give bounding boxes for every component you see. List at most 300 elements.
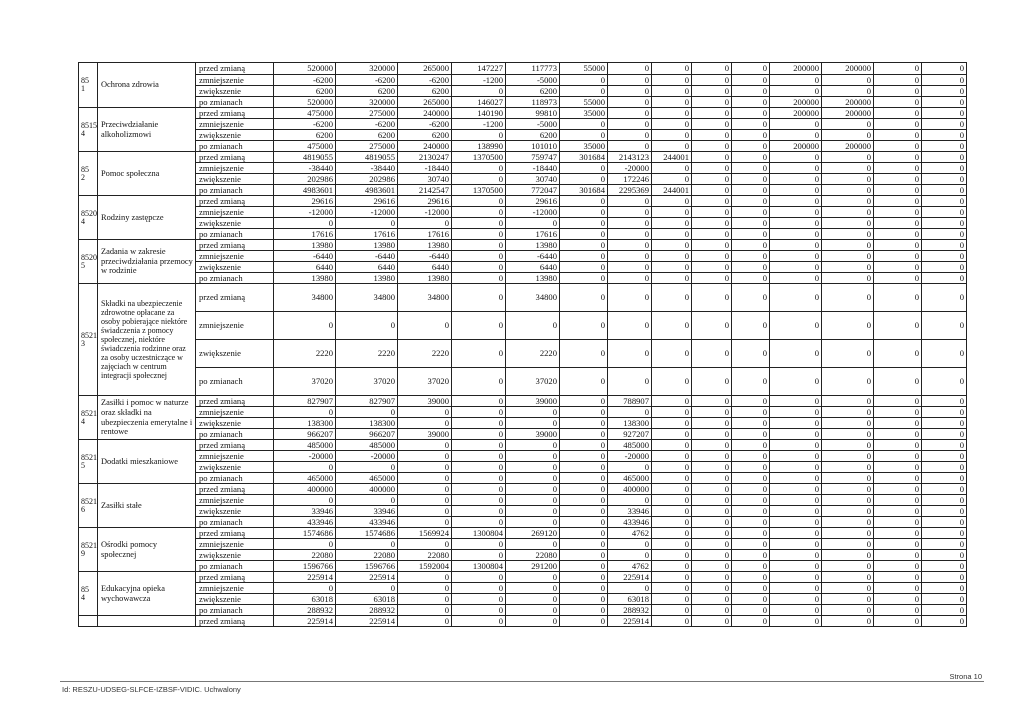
value-cell: 138990 xyxy=(452,141,506,152)
value-cell: 0 xyxy=(452,418,506,429)
value-cell: 0 xyxy=(560,616,608,627)
value-cell: 1370500 xyxy=(452,152,506,163)
value-cell: 13980 xyxy=(398,273,452,284)
value-cell: 0 xyxy=(922,163,967,174)
change-type: po zmianach xyxy=(196,561,274,572)
value-cell: 225914 xyxy=(336,616,398,627)
value-cell: 0 xyxy=(922,312,967,340)
value-cell: 0 xyxy=(652,451,692,462)
value-cell: 0 xyxy=(770,462,822,473)
change-type: po zmianach xyxy=(196,229,274,240)
value-cell: 475000 xyxy=(274,141,336,152)
value-cell: 200000 xyxy=(822,141,874,152)
value-cell: 0 xyxy=(452,616,506,627)
value-cell: 0 xyxy=(452,207,506,218)
value-cell: 0 xyxy=(506,312,560,340)
value-cell: 0 xyxy=(770,119,822,130)
value-cell: 0 xyxy=(398,616,452,627)
value-cell: 0 xyxy=(608,407,652,418)
value-cell: 0 xyxy=(452,196,506,207)
value-cell: 0 xyxy=(692,229,732,240)
value-cell: 0 xyxy=(874,550,922,561)
value-cell: 0 xyxy=(560,473,608,484)
value-cell: 0 xyxy=(732,550,770,561)
value-cell: 1574686 xyxy=(336,528,398,539)
value-cell: 0 xyxy=(398,594,452,605)
value-cell: 29616 xyxy=(336,196,398,207)
section-name: Zasiłki i pomoc w naturze oraz składki na ubezpieczenia emerytalne i rentowe xyxy=(98,396,196,440)
value-cell: 0 xyxy=(732,251,770,262)
value-cell: 0 xyxy=(560,539,608,550)
value-cell: 0 xyxy=(692,312,732,340)
table-row xyxy=(79,572,967,583)
value-cell: 0 xyxy=(608,97,652,108)
value-cell: 0 xyxy=(770,440,822,451)
value-cell: 0 xyxy=(770,451,822,462)
value-cell: 0 xyxy=(732,539,770,550)
value-cell: 0 xyxy=(652,119,692,130)
value-cell: 0 xyxy=(732,86,770,97)
change-type: zmniejszenie xyxy=(196,119,274,130)
value-cell: 0 xyxy=(398,407,452,418)
value-cell: 0 xyxy=(560,368,608,396)
value-cell: 0 xyxy=(822,396,874,407)
table-row xyxy=(79,418,967,429)
value-cell: 33946 xyxy=(274,506,336,517)
value-cell: 0 xyxy=(560,583,608,594)
value-cell: 0 xyxy=(506,440,560,451)
value-cell: 0 xyxy=(732,312,770,340)
value-cell: 0 xyxy=(732,108,770,119)
section-code: 8521 5 xyxy=(79,440,98,484)
value-cell: -12000 xyxy=(274,207,336,218)
value-cell: 0 xyxy=(874,506,922,517)
value-cell: 0 xyxy=(560,262,608,273)
value-cell: 0 xyxy=(652,495,692,506)
value-cell: -6200 xyxy=(336,119,398,130)
value-cell: 55000 xyxy=(560,97,608,108)
value-cell: 0 xyxy=(770,284,822,312)
value-cell: 759747 xyxy=(506,152,560,163)
value-cell: 0 xyxy=(770,130,822,141)
value-cell: 0 xyxy=(732,284,770,312)
value-cell: 13980 xyxy=(398,240,452,251)
value-cell: 0 xyxy=(336,462,398,473)
table-row xyxy=(79,506,967,517)
value-cell: 0 xyxy=(652,561,692,572)
value-cell: 0 xyxy=(652,240,692,251)
value-cell: 0 xyxy=(692,561,732,572)
value-cell: 485000 xyxy=(274,440,336,451)
value-cell: 0 xyxy=(336,539,398,550)
budget-table xyxy=(78,62,967,627)
value-cell: 0 xyxy=(560,340,608,368)
value-cell: 0 xyxy=(398,462,452,473)
value-cell: 0 xyxy=(692,484,732,495)
table-row xyxy=(79,473,967,484)
value-cell: 1300804 xyxy=(452,561,506,572)
value-cell: 37020 xyxy=(274,368,336,396)
section-name: Ośrodki pomocy społecznej xyxy=(98,528,196,572)
value-cell: 465000 xyxy=(336,473,398,484)
change-type: po zmianach xyxy=(196,273,274,284)
value-cell: 0 xyxy=(822,163,874,174)
value-cell: 0 xyxy=(608,273,652,284)
value-cell: 63018 xyxy=(274,594,336,605)
value-cell: 0 xyxy=(732,462,770,473)
value-cell: 520000 xyxy=(274,97,336,108)
value-cell: 0 xyxy=(608,262,652,273)
value-cell: 172246 xyxy=(608,174,652,185)
value-cell: 0 xyxy=(874,312,922,340)
value-cell: 13980 xyxy=(506,273,560,284)
value-cell: 0 xyxy=(922,75,967,86)
value-cell: 0 xyxy=(770,539,822,550)
value-cell: 0 xyxy=(692,273,732,284)
value-cell: 0 xyxy=(874,240,922,251)
value-cell: 29616 xyxy=(398,196,452,207)
value-cell: 1592004 xyxy=(398,561,452,572)
value-cell: 55000 xyxy=(560,63,608,75)
value-cell: 0 xyxy=(692,517,732,528)
change-type: po zmianach xyxy=(196,429,274,440)
value-cell: 0 xyxy=(822,572,874,583)
value-cell: 0 xyxy=(692,251,732,262)
change-type: zmniejszenie xyxy=(196,75,274,86)
value-cell: 0 xyxy=(274,462,336,473)
value-cell: -38440 xyxy=(274,163,336,174)
value-cell: 320000 xyxy=(336,63,398,75)
value-cell: -5000 xyxy=(506,75,560,86)
value-cell: 0 xyxy=(692,440,732,451)
value-cell: 400000 xyxy=(608,484,652,495)
value-cell: 0 xyxy=(822,229,874,240)
change-type: zwiększenie xyxy=(196,594,274,605)
value-cell: 275000 xyxy=(336,141,398,152)
value-cell: 0 xyxy=(692,407,732,418)
value-cell: 0 xyxy=(652,312,692,340)
value-cell: 0 xyxy=(692,185,732,196)
value-cell: 22080 xyxy=(398,550,452,561)
value-cell: 0 xyxy=(692,163,732,174)
value-cell: 301684 xyxy=(560,152,608,163)
value-cell: -6200 xyxy=(336,75,398,86)
value-cell: 2220 xyxy=(398,340,452,368)
table-row xyxy=(79,340,967,368)
value-cell: 0 xyxy=(770,528,822,539)
section-name: Zasiłki stałe xyxy=(98,484,196,528)
value-cell: 0 xyxy=(770,196,822,207)
value-cell: 0 xyxy=(922,495,967,506)
value-cell: 0 xyxy=(452,451,506,462)
change-type: przed zmianą xyxy=(196,572,274,583)
value-cell: 0 xyxy=(652,273,692,284)
value-cell: 0 xyxy=(874,451,922,462)
value-cell: 0 xyxy=(922,130,967,141)
value-cell: 0 xyxy=(608,462,652,473)
value-cell: 288932 xyxy=(336,605,398,616)
value-cell: 0 xyxy=(770,594,822,605)
section-name: Edukacyjna opieka wychowawcza xyxy=(98,572,196,616)
value-cell: 0 xyxy=(874,517,922,528)
value-cell: 0 xyxy=(452,396,506,407)
value-cell: 0 xyxy=(822,418,874,429)
table-row xyxy=(79,517,967,528)
value-cell: 0 xyxy=(732,473,770,484)
section-name: Dodatki mieszkaniowe xyxy=(98,440,196,484)
value-cell: 0 xyxy=(608,63,652,75)
value-cell: 400000 xyxy=(336,484,398,495)
section-code: 8520 5 xyxy=(79,240,98,284)
value-cell: 0 xyxy=(692,495,732,506)
value-cell: 0 xyxy=(506,616,560,627)
change-type: zwiększenie xyxy=(196,340,274,368)
value-cell: 4819055 xyxy=(274,152,336,163)
value-cell: 269120 xyxy=(506,528,560,539)
value-cell: 0 xyxy=(652,517,692,528)
value-cell: 17616 xyxy=(274,229,336,240)
table-row xyxy=(79,407,967,418)
change-type: zwiększenie xyxy=(196,550,274,561)
value-cell: 30740 xyxy=(506,174,560,185)
value-cell: 0 xyxy=(874,616,922,627)
value-cell: 0 xyxy=(560,119,608,130)
value-cell: 0 xyxy=(874,218,922,229)
section-code: 85 4 xyxy=(79,572,98,616)
value-cell: 0 xyxy=(874,440,922,451)
value-cell: 0 xyxy=(560,130,608,141)
table-row xyxy=(79,152,967,163)
value-cell: 0 xyxy=(732,218,770,229)
value-cell: 0 xyxy=(770,207,822,218)
value-cell: 37020 xyxy=(336,368,398,396)
value-cell: 2220 xyxy=(336,340,398,368)
value-cell: 0 xyxy=(922,539,967,550)
value-cell: 0 xyxy=(822,528,874,539)
value-cell: 0 xyxy=(336,583,398,594)
value-cell: 0 xyxy=(770,605,822,616)
value-cell: 0 xyxy=(770,185,822,196)
value-cell: 0 xyxy=(822,583,874,594)
value-cell: 0 xyxy=(770,273,822,284)
value-cell: 0 xyxy=(822,594,874,605)
value-cell: 0 xyxy=(922,528,967,539)
value-cell: 966207 xyxy=(336,429,398,440)
value-cell: 0 xyxy=(922,207,967,218)
value-cell: 772047 xyxy=(506,185,560,196)
table-row xyxy=(79,119,967,130)
table-row xyxy=(79,312,967,340)
change-type: zwiększenie xyxy=(196,130,274,141)
value-cell: 0 xyxy=(560,174,608,185)
value-cell: 0 xyxy=(822,284,874,312)
value-cell: 200000 xyxy=(770,97,822,108)
value-cell: 0 xyxy=(452,174,506,185)
value-cell: 0 xyxy=(922,119,967,130)
value-cell: 0 xyxy=(822,407,874,418)
value-cell: 0 xyxy=(452,284,506,312)
value-cell: 0 xyxy=(822,440,874,451)
value-cell: 0 xyxy=(822,462,874,473)
value-cell: 0 xyxy=(770,368,822,396)
value-cell: 0 xyxy=(398,484,452,495)
value-cell: 0 xyxy=(560,196,608,207)
value-cell: 0 xyxy=(652,429,692,440)
value-cell: 0 xyxy=(652,340,692,368)
value-cell: 788907 xyxy=(608,396,652,407)
value-cell: 0 xyxy=(692,539,732,550)
value-cell: 0 xyxy=(732,368,770,396)
value-cell: 1596766 xyxy=(336,561,398,572)
value-cell: 0 xyxy=(874,174,922,185)
value-cell: 0 xyxy=(770,407,822,418)
value-cell: -6440 xyxy=(336,251,398,262)
table-row xyxy=(79,86,967,97)
value-cell: 6440 xyxy=(398,262,452,273)
table-row xyxy=(79,262,967,273)
value-cell: 0 xyxy=(822,539,874,550)
value-cell: 0 xyxy=(922,97,967,108)
value-cell: 0 xyxy=(452,251,506,262)
change-type: przed zmianą xyxy=(196,196,274,207)
value-cell: 6200 xyxy=(506,86,560,97)
value-cell: 0 xyxy=(922,594,967,605)
value-cell: 0 xyxy=(506,583,560,594)
value-cell: 0 xyxy=(336,218,398,229)
value-cell: 0 xyxy=(274,539,336,550)
table-row xyxy=(79,185,967,196)
value-cell: 6200 xyxy=(398,130,452,141)
value-cell: 0 xyxy=(452,130,506,141)
value-cell: 0 xyxy=(692,583,732,594)
value-cell: 0 xyxy=(874,572,922,583)
table-row xyxy=(79,550,967,561)
value-cell: 0 xyxy=(922,340,967,368)
value-cell: 22080 xyxy=(506,550,560,561)
value-cell: 34800 xyxy=(506,284,560,312)
value-cell: 0 xyxy=(608,539,652,550)
value-cell: 0 xyxy=(874,539,922,550)
table-row xyxy=(79,539,967,550)
value-cell: 138300 xyxy=(274,418,336,429)
value-cell: 0 xyxy=(652,229,692,240)
value-cell: 13980 xyxy=(336,273,398,284)
value-cell: 0 xyxy=(274,312,336,340)
table-row xyxy=(79,75,967,86)
value-cell: 827907 xyxy=(336,396,398,407)
value-cell: 0 xyxy=(922,185,967,196)
value-cell: 0 xyxy=(652,572,692,583)
change-type: po zmianach xyxy=(196,97,274,108)
section-code: 8521 3 xyxy=(79,284,98,396)
value-cell: 0 xyxy=(922,196,967,207)
table-row xyxy=(79,462,967,473)
value-cell: 0 xyxy=(770,240,822,251)
value-cell: 0 xyxy=(452,163,506,174)
value-cell: 0 xyxy=(770,312,822,340)
value-cell: 6440 xyxy=(506,262,560,273)
value-cell: 2295369 xyxy=(608,185,652,196)
table-row xyxy=(79,174,967,185)
value-cell: 0 xyxy=(770,616,822,627)
value-cell: 0 xyxy=(560,550,608,561)
section-name: Rodziny zastępcze xyxy=(98,196,196,240)
value-cell: 0 xyxy=(506,572,560,583)
value-cell: -20000 xyxy=(608,163,652,174)
value-cell: 0 xyxy=(692,63,732,75)
value-cell: 0 xyxy=(922,141,967,152)
change-type: zwiększenie xyxy=(196,174,274,185)
value-cell: 0 xyxy=(652,174,692,185)
value-cell: 34800 xyxy=(274,284,336,312)
value-cell: 0 xyxy=(822,312,874,340)
value-cell: 0 xyxy=(452,218,506,229)
value-cell: 0 xyxy=(922,506,967,517)
value-cell: 0 xyxy=(398,418,452,429)
value-cell: 0 xyxy=(652,528,692,539)
table-row xyxy=(79,284,967,312)
value-cell: 0 xyxy=(732,616,770,627)
value-cell: 147227 xyxy=(452,63,506,75)
value-cell: 0 xyxy=(652,284,692,312)
value-cell: 0 xyxy=(398,605,452,616)
value-cell: 0 xyxy=(692,119,732,130)
value-cell: 39000 xyxy=(398,429,452,440)
value-cell: 0 xyxy=(560,528,608,539)
value-cell: 138300 xyxy=(336,418,398,429)
section-name: Pomoc społeczna xyxy=(98,152,196,196)
value-cell: 0 xyxy=(922,284,967,312)
value-cell: 1569924 xyxy=(398,528,452,539)
table-row xyxy=(79,141,967,152)
value-cell: 0 xyxy=(560,86,608,97)
value-cell: 0 xyxy=(874,528,922,539)
value-cell: 0 xyxy=(770,429,822,440)
value-cell: 0 xyxy=(692,240,732,251)
value-cell: 13980 xyxy=(274,273,336,284)
value-cell: 0 xyxy=(732,484,770,495)
table-row xyxy=(79,273,967,284)
value-cell: 0 xyxy=(874,86,922,97)
value-cell: 17616 xyxy=(506,229,560,240)
value-cell: 200000 xyxy=(822,63,874,75)
value-cell: 0 xyxy=(608,312,652,340)
change-type: zwiększenie xyxy=(196,462,274,473)
value-cell: 0 xyxy=(452,229,506,240)
value-cell: 244001 xyxy=(652,185,692,196)
value-cell: 0 xyxy=(874,561,922,572)
value-cell: 275000 xyxy=(336,108,398,119)
section-name: Składki na ubezpieczenie zdrowotne opłacane za osoby pobierające niektóre świadczenia z pomocy społecznej, niektóre świadczenia rodzinne oraz za osoby uczestniczące w zajęciach w centrum integracji społecznej xyxy=(98,284,196,396)
value-cell: 0 xyxy=(274,218,336,229)
value-cell: 0 xyxy=(560,273,608,284)
value-cell: 0 xyxy=(452,594,506,605)
document-id: Id: RESZU-UDSEG-SLFCE-IZBSF-VIDIC. Uchwalony xyxy=(62,685,241,694)
value-cell: 0 xyxy=(452,86,506,97)
value-cell: 0 xyxy=(692,396,732,407)
value-cell: 0 xyxy=(732,506,770,517)
value-cell: 0 xyxy=(560,75,608,86)
value-cell: 0 xyxy=(732,130,770,141)
value-cell: 0 xyxy=(732,262,770,273)
value-cell: 0 xyxy=(732,240,770,251)
value-cell: 17616 xyxy=(336,229,398,240)
value-cell: 0 xyxy=(874,108,922,119)
value-cell: 0 xyxy=(506,462,560,473)
value-cell: 0 xyxy=(874,583,922,594)
value-cell: 465000 xyxy=(274,473,336,484)
value-cell: 0 xyxy=(770,506,822,517)
